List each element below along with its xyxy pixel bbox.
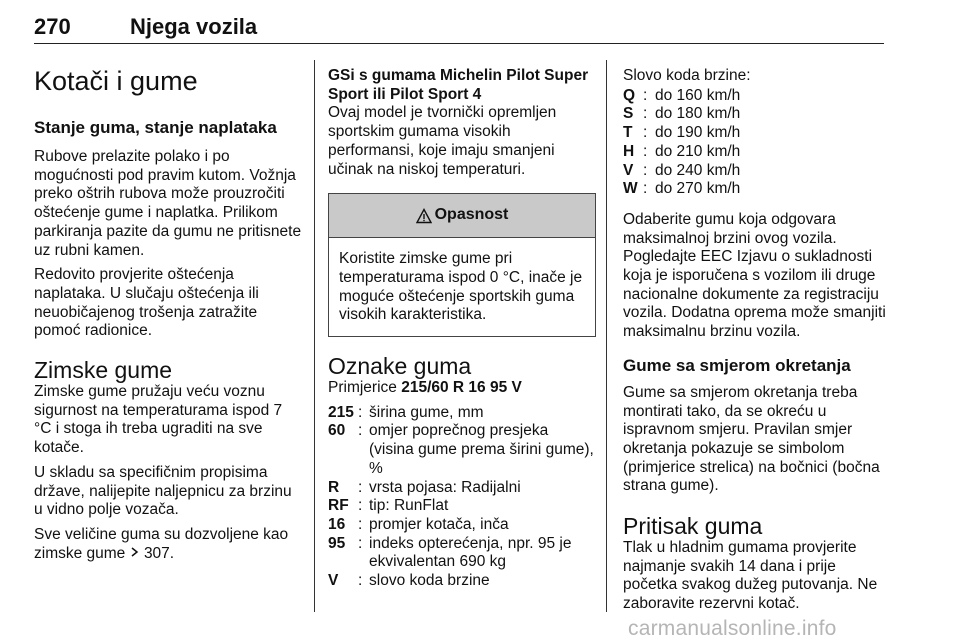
- tire-marking-list: 215 : širina gume, mm 60 : omjer poprečnog presjeka (visina gume prema širini gume), % R : vrsta pojasa: Radijalni RF : tip: RunFlat 16 : promjer kotača, inča 95 : indeks opterećenja, npr. 95 je ekvivalentan 690 kg V : slovo koda brzine: [328, 404, 596, 591]
- paragraph: Ovaj model je tvornički opremljen sportskim gumama visokih performansi, koje imaju smanjeni učinak na niskoj temperaturi.: [328, 104, 557, 178]
- column-divider: [314, 60, 315, 612]
- gsi-title: GSi s gumama Michelin Pilot Super Sport ili Pilot Sport 4: [328, 67, 589, 103]
- example-label: Primjerice: [328, 379, 397, 397]
- marking-key: 215: [328, 403, 354, 421]
- paragraph: [34, 526, 302, 563]
- page-ref-icon: [130, 545, 140, 564]
- speed-text: do 270 km/h: [655, 180, 741, 198]
- warning-triangle-icon: [416, 208, 432, 224]
- paragraph: Odaberite gumu koja odgovara maksimalnoj brzini ovog vozila. Pogledajte EEC Izjavu o sukladnosti koja je isporučena s vozilom ili druge nacionalne dokumente za registraciju vozila. Dodatna oprema može smanjiti maksimalnu brzinu vozila.: [623, 210, 886, 341]
- marking-key: 16: [328, 515, 346, 533]
- marking-text: slovo koda brzine: [369, 572, 490, 590]
- subsection-title: Zimske gume: [34, 357, 173, 384]
- paragraph-text: Sve veličine guma su dozvoljene kao zimske gume: [34, 525, 289, 562]
- marking-text: širina gume, mm: [369, 403, 484, 421]
- warning-box: [328, 193, 596, 337]
- page-header: [34, 10, 884, 44]
- speed-intro: Slovo koda brzine:: [623, 67, 751, 84]
- paragraph: Redovito provjerite oštećenja naplataka. U slučaju oštećenja ili neuobičajenog trošenja zatražite pomoć radionice.: [34, 266, 259, 340]
- speed-text: do 190 km/h: [655, 124, 741, 142]
- speed-key: Q: [623, 86, 636, 104]
- speed-text: do 180 km/h: [655, 105, 741, 123]
- marking-key: RF: [328, 497, 349, 515]
- marking-key: 95: [328, 534, 346, 552]
- speed-text: do 210 km/h: [655, 142, 741, 160]
- speed-code-list: Q : do 160 km/h S : do 180 km/h T : do 190 km/h H : do 210 km/h V : do 240 km/h W : do 270 km/h: [623, 87, 887, 199]
- marking-text: indeks opterećenja, npr. 95 je ekvivalentan 690 kg: [369, 534, 572, 571]
- speed-key: S: [623, 105, 634, 123]
- page-reference[interactable]: 307.: [143, 544, 175, 562]
- column-2: [328, 60, 596, 591]
- paragraph: Tlak u hladnim gumama provjerite najmanje svakih 14 dana i prije početka svakog dužeg putovanja. Ne zaboravite rezervni kotač.: [623, 539, 878, 613]
- paragraph: Gume sa smjerom okretanja treba montirati tako, da se okreću u ispravnom smjeru. Pravilan smjer okretanja pokazuje se simbolom (primjerice strelica) na bočnici (bočna strana gume).: [623, 383, 880, 495]
- paragraph: U skladu sa specifičnim propisima države, nalijepite naljepnicu za brzinu u vidno polje vozača.: [34, 463, 292, 519]
- marking-text: omjer poprečnog presjeka (visina gume prema širini gume), %: [369, 422, 594, 477]
- paragraph: Zimske gume pružaju veću voznu sigurnost na temperaturama ispod 7 °C i stoga ih treba ugraditi na sve kotače.: [34, 383, 283, 457]
- marking-key: 60: [328, 422, 346, 440]
- speed-text: do 160 km/h: [655, 86, 741, 104]
- subsection-title: Pritisak guma: [623, 513, 763, 540]
- marking-key: V: [328, 572, 339, 590]
- marking-text: vrsta pojasa: Radijalni: [369, 478, 521, 496]
- warning-title: Opasnost: [434, 206, 509, 224]
- column-1: [34, 60, 302, 563]
- column-3: [623, 60, 887, 614]
- marking-key: R: [328, 478, 340, 496]
- subsection-title: Gume sa smjerom okretanja: [623, 355, 851, 375]
- speed-key: T: [623, 124, 633, 142]
- subsection-title: Oznake guma: [328, 353, 472, 380]
- speed-key: V: [623, 161, 634, 179]
- section-title: Kotači i gume: [34, 66, 198, 96]
- speed-text: do 240 km/h: [655, 161, 741, 179]
- watermark: carmanualsonline.info: [628, 617, 837, 640]
- page-number: 270: [34, 14, 71, 39]
- example-line: [328, 379, 596, 398]
- speed-key: H: [623, 142, 635, 160]
- column-divider: [606, 60, 607, 612]
- paragraph: Rubove prelazite polako i po mogućnosti pod pravim kutom. Vožnja preko oštrih rubova može prouzročiti oštećenje gume i naplatka. Prilikom parkiranja pazite da gumu ne pritisnete uz rubni kamen.: [34, 148, 302, 259]
- marking-text: promjer kotača, inča: [369, 515, 509, 533]
- chapter-title: Njega vozila: [130, 14, 258, 39]
- marking-text: tip: RunFlat: [369, 497, 449, 515]
- subsection-title: Stanje guma, stanje naplataka: [34, 118, 277, 137]
- speed-key: W: [623, 180, 638, 198]
- example-value: 215/60 R 16 95 V: [401, 379, 522, 397]
- warning-header: [329, 194, 595, 238]
- warning-text: Koristite zimske gume pri temperaturama ispod 0 °C, inače je moguće oštećenje sportskih guma visokih karakteristika.: [339, 250, 583, 324]
